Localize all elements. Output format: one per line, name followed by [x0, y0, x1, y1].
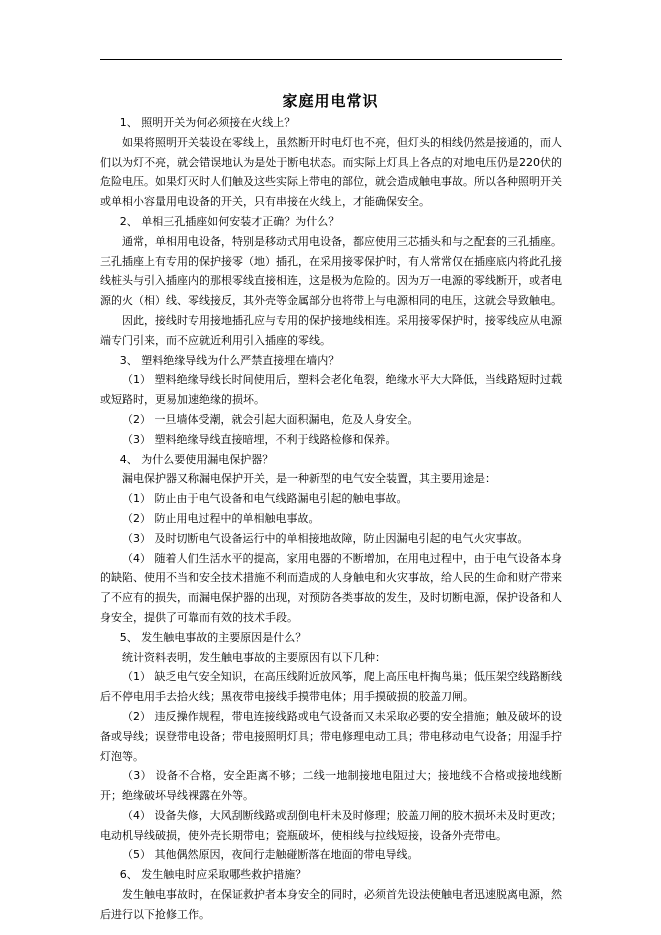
header-rule	[100, 59, 562, 60]
body-paragraph: 如果将照明开关装设在零线上，虽然断开时电灯也不亮，但灯头的相线仍然是接通的，而人们以为灯不亮，就会错误地认为是处于断电状态。而实际上灯具上各点的对地电压仍是220伏的危险电压。如果灯灭时人们触及这些实际上带电的部位，就会造成触电事故。所以各种照明开关或单相小容量用电设备的开关，只有串接在火线上，才能确保安全。	[100, 135, 562, 209]
body-paragraph: （1） 塑料绝缘导线长时间使用后，塑料会老化龟裂，绝缘水平大大降低，当线路短时过载或短路时，更易加速绝缘的损坏。	[100, 373, 562, 407]
body-paragraph: （3） 及时切断电气设备运行中的单相接地故障，防止因漏电引起的电气火灾事故。	[122, 531, 529, 545]
body-paragraph: 因此，接线时专用接地插孔应与专用的保护接地线相连。采用接零保护时，接零线应从电源端专门引来，而不应就近利用引入插座的零线。	[100, 313, 562, 347]
body-paragraph: （2） 违反操作规程，带电连接线路或电气设备而又未采取必要的安全措施；触及破坏的设备或导线；误登带电设备；带电接照明灯具；带电修理电动工具；带电移动电气设备；用湿手拧灯泡等。	[100, 709, 562, 763]
body-paragraph: 通常，单相用电设备，特别是移动式用电设备，都应使用三芯插头和与之配套的三孔插座。三孔插座上有专用的保护接零（地）插孔，在采用接零保护时，有人常常仅在插座底内将此孔接线桩头与引入插座内的那根零线直接相连，这是极为危险的。因为万一电源的零线断开，或者电源的火（相）线、零线接反，其外壳等金属部分也将带上与电源相同的电压，这就会导致触电。	[100, 234, 562, 308]
body-paragraph: （3） 塑料绝缘导线直接暗埋，不利于线路检修和保养。	[122, 432, 397, 446]
body-paragraph: （3） 设备不合格，安全距离不够；二线一地制接地电阻过大；接地线不合格或接地线断开；绝缘破坏导线裸露在外等。	[100, 769, 562, 803]
body-paragraph: 发生触电事故时，在保证救护者本身安全的同时，必须首先设法使触电者迅速脱离电源，然后进行以下抢修工作。	[100, 888, 562, 921]
body-paragraph: （2） 防止用电过程中的单相触电事故。	[122, 511, 320, 525]
body-paragraph: 统计资料表明，发生触电事故的主要原因有以下几种：	[122, 650, 386, 664]
body-paragraph: （1） 缺乏电气安全知识，在高压线附近放风筝，爬上高压电杆掏鸟巢；低压架空线路断线后不停电用手去拾火线；黑夜带电接线手摸带电体；用手摸破损的胶盖刀闸。	[100, 670, 562, 704]
question-heading: 6、 发生触电时应采取哪些救护措施？	[119, 868, 307, 882]
body-paragraph: （2） 一旦墙体受潮，就会引起大面积漏电，危及人身安全。	[122, 412, 419, 426]
question-heading: 2、 单相三孔插座如何安装才正确？为什么？	[119, 214, 340, 228]
body-paragraph: （4） 随着人们生活水平的提高，家用电器的不断增加，在用电过程中，由于电气设备本身的缺陷、使用不当和安全技术措施不利而造成的人身触电和火灾事故，给人民的生命和财产带来了不应有的损失，而漏电保护器的出现，对预防各类事故的发生，及时切断电源，保护设备和人身安全，提供了可靠而有效的技术手段。	[100, 551, 562, 624]
page-title: 家庭用电常识	[282, 92, 379, 110]
body-paragraph: 漏电保护器又称漏电保护开关，是一种新型的电气安全装置，其主要用途是：	[122, 472, 496, 486]
question-heading: 1、 照明开关为何必须接在火线上？	[119, 116, 296, 129]
document-body	[100, 113, 562, 925]
body-paragraph: （1） 防止由于电气设备和电气线路漏电引起的触电事故。	[122, 492, 408, 506]
question-heading: 4、 为什么要使用漏电保护器？	[119, 452, 274, 466]
body-paragraph: （4） 设备失修，大风刮断线路或刮倒电杆未及时修理；胶盖刀闸的胶木损坏未及时更改；电动机导线破损，使外壳长期带电；瓷瓶破坏，使相线与拉线短接，设备外壳带电。	[100, 808, 562, 842]
question-heading: 3、 塑料绝缘导线为什么严禁直接埋在墙内？	[119, 353, 340, 367]
body-paragraph: （5） 其他偶然原因，夜间行走触碰断落在地面的带电导线。	[122, 848, 419, 862]
question-heading: 5、 发生触电事故的主要原因是什么？	[119, 630, 307, 644]
